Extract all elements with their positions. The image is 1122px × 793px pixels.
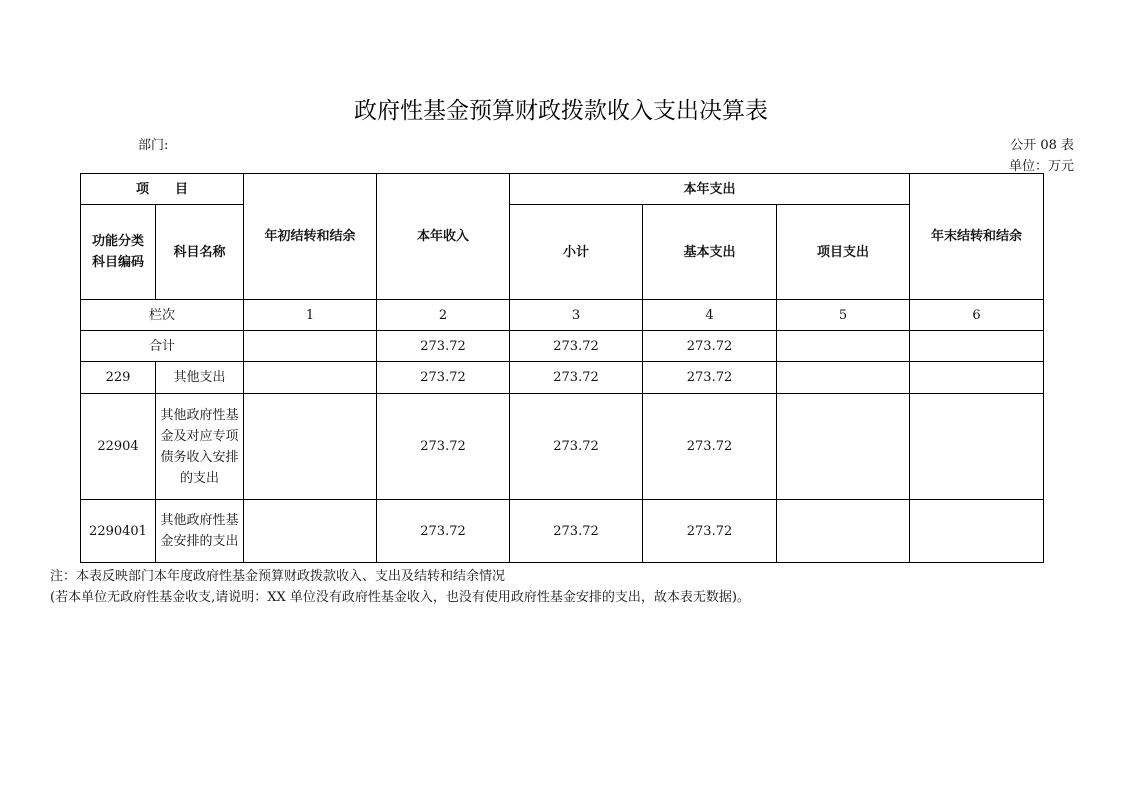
cell-project	[777, 500, 910, 563]
note-line-2: (若本单位无政府性基金收支,请说明：XX 单位没有政府性基金收入，也没有使用政府性基金安排的支出，故本表无数据)。	[50, 590, 750, 605]
page-title: 政府性基金预算财政拨款收入支出决算表	[354, 98, 768, 124]
header-expense: 本年支出	[510, 174, 910, 205]
cell-subtotal: 273.72	[510, 331, 643, 362]
cell-project	[777, 394, 910, 500]
header-subtotal: 小计	[510, 205, 643, 300]
header-subject-name: 科目名称	[156, 205, 244, 300]
form-number: 公开 08 表	[1010, 138, 1074, 153]
column-number: 4	[643, 300, 777, 331]
total-row	[81, 331, 1044, 362]
cell-subtotal: 273.72	[510, 500, 643, 563]
header-income: 本年收入	[377, 174, 510, 300]
cell-begin	[244, 500, 377, 563]
note-line-1: 注：本表反映部门本年度政府性基金预算财政拨款收入、支出及结转和结余情况	[50, 569, 506, 584]
cell-income: 273.72	[377, 331, 510, 362]
cell-begin	[244, 331, 377, 362]
header-project-expense: 项目支出	[777, 205, 910, 300]
cell-basic: 273.72	[643, 500, 777, 563]
cell-end	[910, 331, 1044, 362]
cell-income: 273.72	[377, 394, 510, 500]
cell-project	[777, 362, 910, 394]
cell-name: 其他支出	[156, 362, 244, 394]
total-label: 合计	[81, 331, 244, 362]
header-basic-expense: 基本支出	[643, 205, 777, 300]
cell-code: 2290401	[81, 500, 156, 563]
cell-income: 273.72	[377, 500, 510, 563]
cell-subtotal: 273.72	[510, 362, 643, 394]
cell-subtotal: 273.72	[510, 394, 643, 500]
column-number: 6	[910, 300, 1044, 331]
cell-name: 其他政府性基金安排的支出	[156, 500, 244, 563]
cell-end	[910, 362, 1044, 394]
cell-code: 22904	[81, 394, 156, 500]
column-index-label: 栏次	[81, 300, 244, 331]
cell-income: 273.72	[377, 362, 510, 394]
cell-code: 229	[81, 362, 156, 394]
unit-label: 单位：万元	[1008, 159, 1074, 174]
table-row	[81, 362, 1044, 394]
cell-begin	[244, 362, 377, 394]
cell-basic: 273.72	[643, 362, 777, 394]
cell-basic: 273.72	[643, 331, 777, 362]
cell-project	[777, 331, 910, 362]
cell-begin	[244, 394, 377, 500]
column-number: 3	[510, 300, 643, 331]
fund-budget-table	[80, 173, 1044, 563]
header-begin-balance: 年初结转和结余	[244, 174, 377, 300]
column-number: 1	[244, 300, 377, 331]
cell-end	[910, 500, 1044, 563]
header-function-code: 功能分类科目编码	[81, 205, 156, 300]
column-index-row	[81, 300, 1044, 331]
column-number: 5	[777, 300, 910, 331]
footnotes	[50, 566, 750, 608]
cell-name: 其他政府性基金及对应专项债务收入安排的支出	[156, 394, 244, 500]
header-item: 项 目	[81, 174, 244, 205]
cell-basic: 273.72	[643, 394, 777, 500]
department-label: 部门:	[138, 138, 169, 153]
header-end-balance: 年末结转和结余	[910, 174, 1044, 300]
table-row	[81, 500, 1044, 563]
column-number: 2	[377, 300, 510, 331]
table-row	[81, 394, 1044, 500]
cell-end	[910, 394, 1044, 500]
